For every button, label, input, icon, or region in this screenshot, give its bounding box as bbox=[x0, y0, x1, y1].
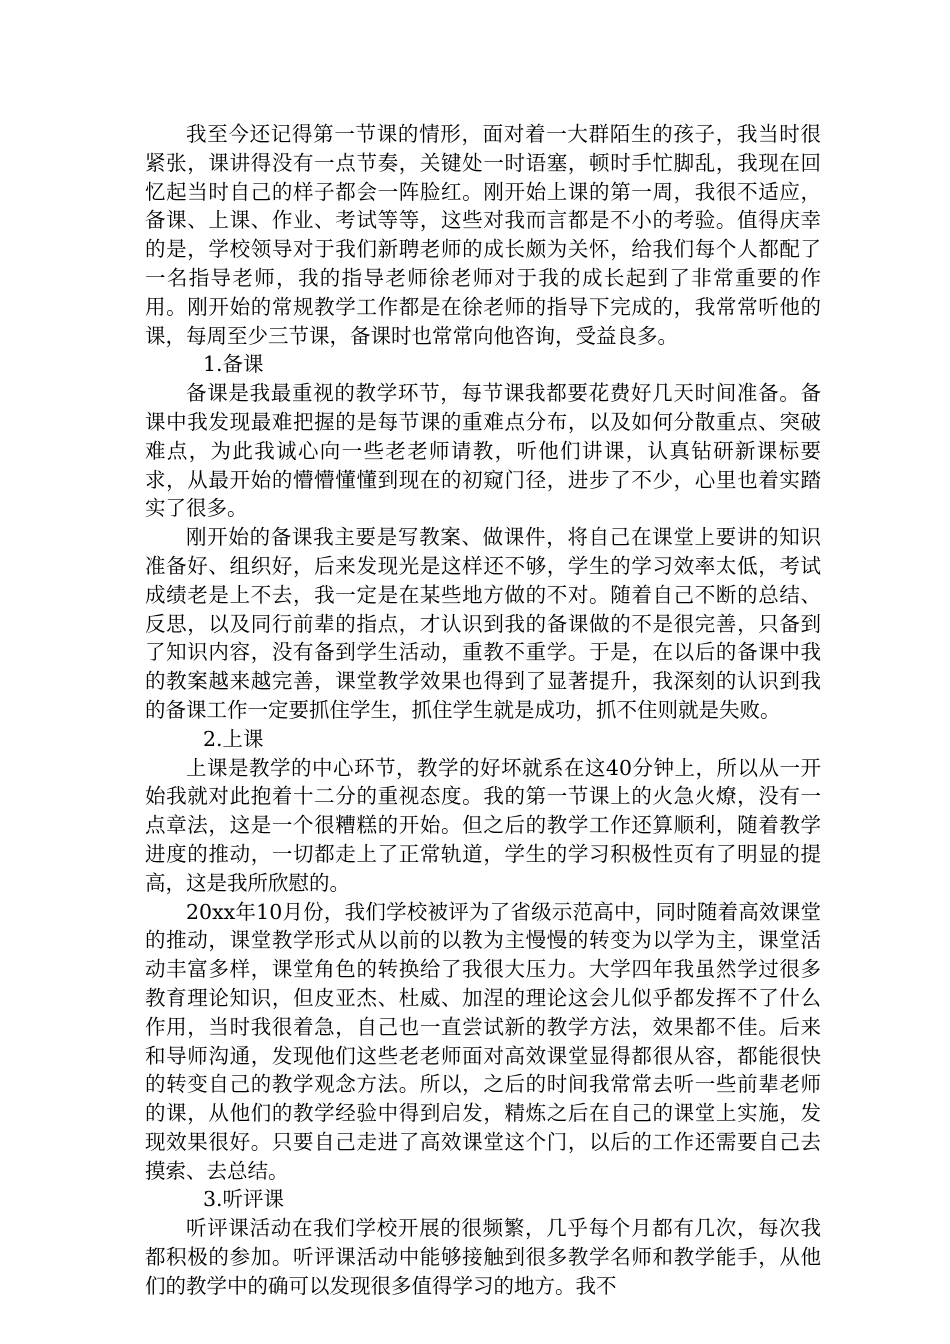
paragraph-lesson-prep-2: 刚开始的备课我主要是写教案、做课件，将自己在课堂上要讲的知识准备好、组织好，后来发现光是这样还不够，学生的学习效率太低，考试成绩老是上不去，我一定是在某些地方做的不对。随着自己不断的总结、反思，以及同行前辈的指点，才认识到我的备课做的不是很完善，只备到了知识内容，没有备到学生活动，重教不重学。于是，在以后的备课中我的教案越来越完善，课堂教学效果也得到了显著提升，我深刻的认识到我的备课工作一定要抓住学生，抓住学生就是成功，抓不住则就是失败。 bbox=[145, 525, 821, 722]
section-heading-teaching: 2.上课 bbox=[203, 726, 264, 751]
paragraph-teaching-2: 20xx年10月份，我们学校被评为了省级示范高中，同时随着高效课堂的推动，课堂教学形式从以前的以教为主慢慢的转变为以学为主，课堂活动丰富多样，课堂角色的转换给了我很大压力。大学四年我虽然学过很多教育理论知识，但皮亚杰、杜威、加涅的理论这会儿似乎都发挥不了什么作用，当时我很着急，自己也一直尝试新的教学方法，效果都不佳。后来和导师沟通，发现他们这些老老师面对高效课堂显得都很从容，都能很快的转变自己的教学观念方法。所以，之后的时间我常常去听一些前辈老师的课，从他们的教学经验中得到启发，精炼之后在自己的课堂上实施，发现效果很好。只要自己走进了高效课堂这个门，以后的工作还需要自己去摸索、去总结。 bbox=[145, 899, 821, 1183]
section-heading-lesson-prep: 1.备课 bbox=[203, 352, 264, 377]
paragraph-lesson-prep-1: 备课是我最重视的教学环节，每节课我都要花费好几天时间准备。备课中我发现最难把握的是每节课的重难点分布，以及如何分散重点、突破难点，为此我诚心向一些老老师请教，听他们讲课，认真钻研新课标要求，从最开始的懵懵懂懂到现在的初窥门径，进步了不少，心里也着实踏实了很多。 bbox=[145, 381, 821, 521]
paragraph-teaching-1: 上课是教学的中心环节，教学的好坏就系在这40分钟上，所以从一开始我就对此抱着十二分的重视态度。我的第一节课上的火急火燎，没有一点章法，这是一个很糟糕的开始。但之后的教学工作还算顺利，随着教学进度的推动，一切都走上了正常轨道，学生的学习积极性页有了明显的提高，这是我所欣慰的。 bbox=[145, 755, 821, 895]
section-heading-observation: 3.听评课 bbox=[203, 1187, 285, 1212]
document-body bbox=[145, 120, 821, 1301]
paragraph-observation-1: 听评课活动在我们学校开展的很频繁，几乎每个月都有几次，每次我都积极的参加。听评课活动中能够接触到很多教学名师和教学能手，从他们的教学中的确可以发现很多值得学习的地方。我不 bbox=[145, 1216, 821, 1298]
paragraph-first-lesson: 我至今还记得第一节课的情形，面对着一大群陌生的孩子，我当时很紧张，课讲得没有一点节奏，关键处一时语塞，顿时手忙脚乱，我现在回忆起当时自己的样子都会一阵脸红。刚开始上课的第一周，我很不适应，备课、上课、作业、考试等等，这些对我而言都是不小的考验。值得庆幸的是，学校领导对于我们新聘老师的成长颇为关怀，给我们每个人都配了一名指导老师，我的指导老师徐老师对于我的成长起到了非常重要的作用。刚开始的常规教学工作都是在徐老师的指导下完成的，我常常听他的课，每周至少三节课，备课时也常常向他咨询，受益良多。 bbox=[145, 122, 821, 348]
